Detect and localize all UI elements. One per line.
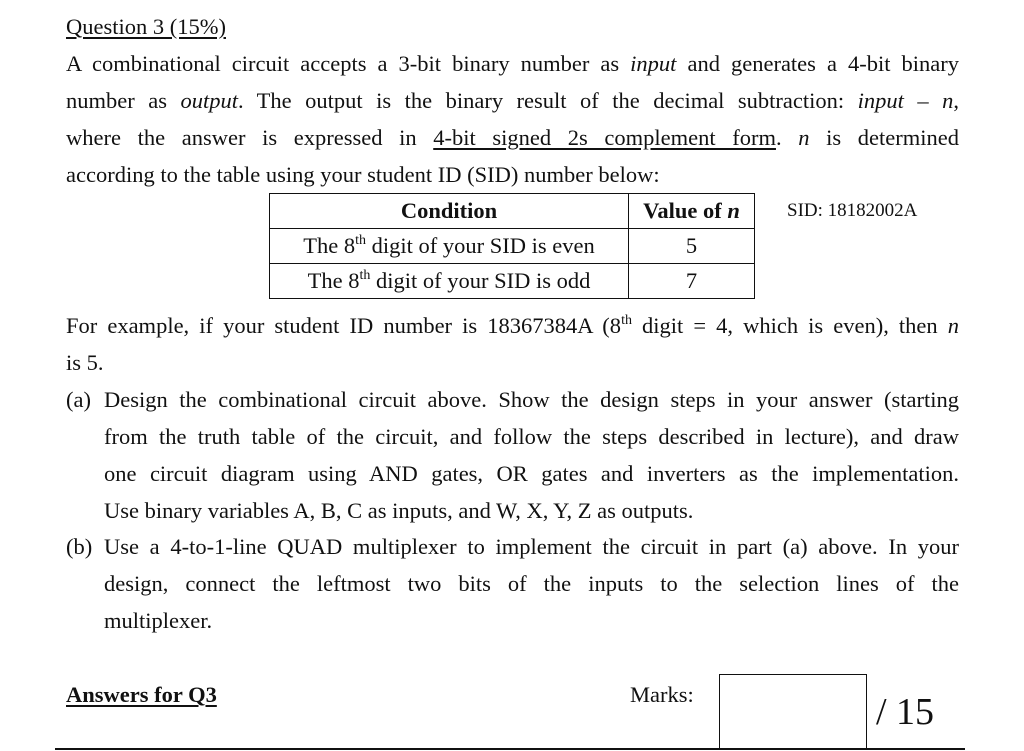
condition-table [269, 193, 755, 299]
part-a-line: from the truth table of the circuit, and follow the steps described in lecture), and draw [104, 424, 959, 449]
part-a-label: (a) [66, 387, 91, 412]
question-title: Question 3 (15%) [66, 14, 226, 39]
marks-total: / 15 [876, 691, 935, 733]
table-header-row [270, 194, 755, 229]
intro-line-1: A combinational circuit accepts a 3-bit binary number as input and generates a 4-bit binary [66, 51, 959, 76]
marks-label: Marks: [630, 682, 694, 707]
part-a-line: one circuit diagram using AND gates, OR gates and inverters as the implementation. [104, 461, 959, 486]
marks-input-box[interactable] [719, 674, 867, 750]
table-row [270, 229, 755, 264]
example-line-1: For example, if your student ID number is 18367384A (8th digit = 4, which is even), then n [66, 313, 960, 338]
value-cell: 5 [629, 229, 755, 264]
intro-line-4: according to the table using your student ID (SID) number below: [66, 162, 660, 187]
header-condition: Condition [270, 194, 629, 229]
part-b-line: design, connect the leftmost two bits of the inputs to the selection lines of the [104, 571, 959, 596]
intro-line-3: where the answer is expressed in 4-bit signed 2s complement form. n is determined [66, 125, 959, 150]
part-b-label: (b) [66, 534, 93, 559]
answers-heading: Answers for Q3 [66, 682, 217, 707]
condition-cell: The 8th digit of your SID is odd [270, 264, 629, 299]
table-row [270, 264, 755, 299]
part-b-line: Use a 4-to-1-line QUAD multiplexer to implement the circuit in part (a) above. In your [104, 534, 959, 559]
intro-line-2: number as output. The output is the binary result of the decimal subtraction: input – n, [66, 88, 959, 113]
part-a-line: Design the combinational circuit above. Show the design steps in your answer (starting [104, 387, 959, 412]
part-b-line: multiplexer. [104, 608, 213, 633]
bottom-divider [55, 748, 965, 750]
value-cell: 7 [629, 264, 755, 299]
part-a-line: Use binary variables A, B, C as inputs, and W, X, Y, Z as outputs. [104, 498, 694, 523]
underlined-term: 4-bit signed 2s complement form [433, 125, 776, 150]
part-b [66, 528, 959, 639]
header-value: Value of n [629, 194, 755, 229]
part-a [66, 381, 959, 529]
example-line-2: is 5. [66, 350, 104, 375]
student-id: SID: 18182002A [787, 200, 918, 221]
condition-cell: The 8th digit of your SID is even [270, 229, 629, 264]
